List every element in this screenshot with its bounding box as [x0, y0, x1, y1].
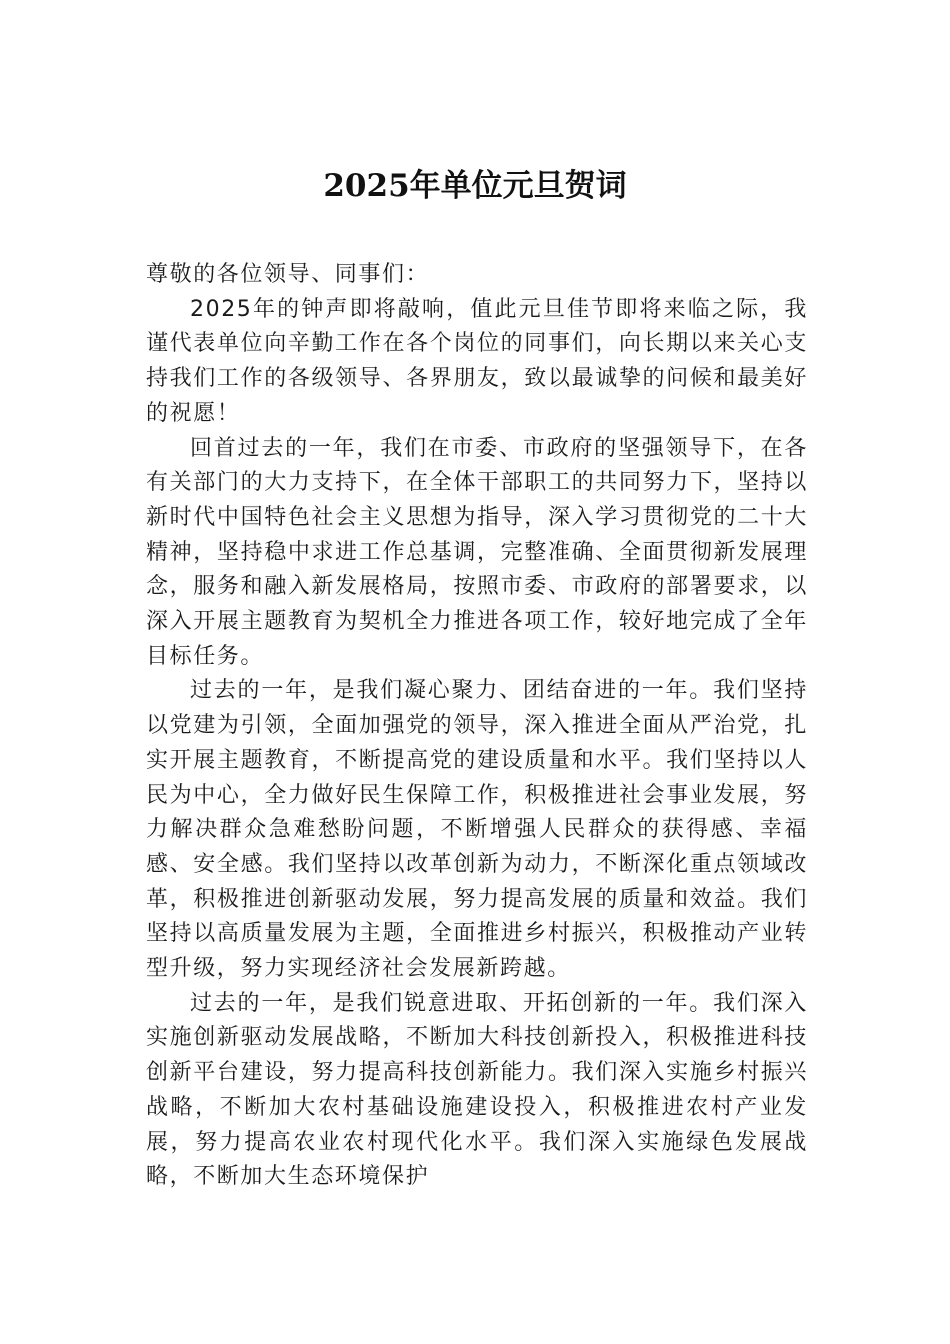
greeting-line: 尊敬的各位领导、同事们： — [146, 262, 430, 287]
paragraph-unity: 过去的一年，是我们凝心聚力、团结奋进的一年。我们坚持以党建为引领，全面加强党的领导，深入推进全面从严治党，扎实开展主题教育，不断提高党的建设质量和水平。我们坚持以人民为中心，全力做好民生保障工作，积极推进社会事业发展，努力解决群众急难愁盼问题，不断增强人民群众的获得感、幸福感、安全感。我们坚持以改革创新为动力，不断深化重点领域改革，积极推进创新驱动发展，努力提高发展的质量和效益。我们坚持以高质量发展为主题，全面推进乡村振兴，积极推动产业转型升级，努力实现经济社会发展新跨越。 — [146, 678, 808, 982]
paragraph-review: 回首过去的一年，我们在市委、市政府的坚强领导下，在各有关部门的大力支持下，在全体干部职工的共同努力下，坚持以新时代中国特色社会主义思想为指导，深入学习贯彻党的二十大精神，坚持稳中求进工作总基调，完整准确、全面贯彻新发展理念，服务和融入新发展格局，按照市委、市政府的部署要求，以深入开展主题教育为契机全力推进各项工作，较好地完成了全年目标任务。 — [146, 435, 808, 669]
document-title: 2025年单位元旦贺词 — [323, 168, 627, 204]
document-body — [146, 258, 808, 1195]
paragraph-innovation: 过去的一年，是我们锐意进取、开拓创新的一年。我们深入实施创新驱动发展战略，不断加大科技创新投入，积极推进科技创新平台建设，努力提高科技创新能力。我们深入实施乡村振兴战略，不断加大农村基础设施建设投入，积极推进农村产业发展，努力提高农业农村现代化水平。我们深入实施绿色发展战略，不断加大生态环境保护 — [146, 990, 808, 1190]
paragraph-opening: 2025年的钟声即将敲响，值此元旦佳节即将来临之际，我谨代表单位向辛勤工作在各个岗位的同事们，向长期以来关心支持我们工作的各级领导、各界朋友，致以最诚挚的问候和最美好的祝愿！ — [146, 296, 808, 426]
